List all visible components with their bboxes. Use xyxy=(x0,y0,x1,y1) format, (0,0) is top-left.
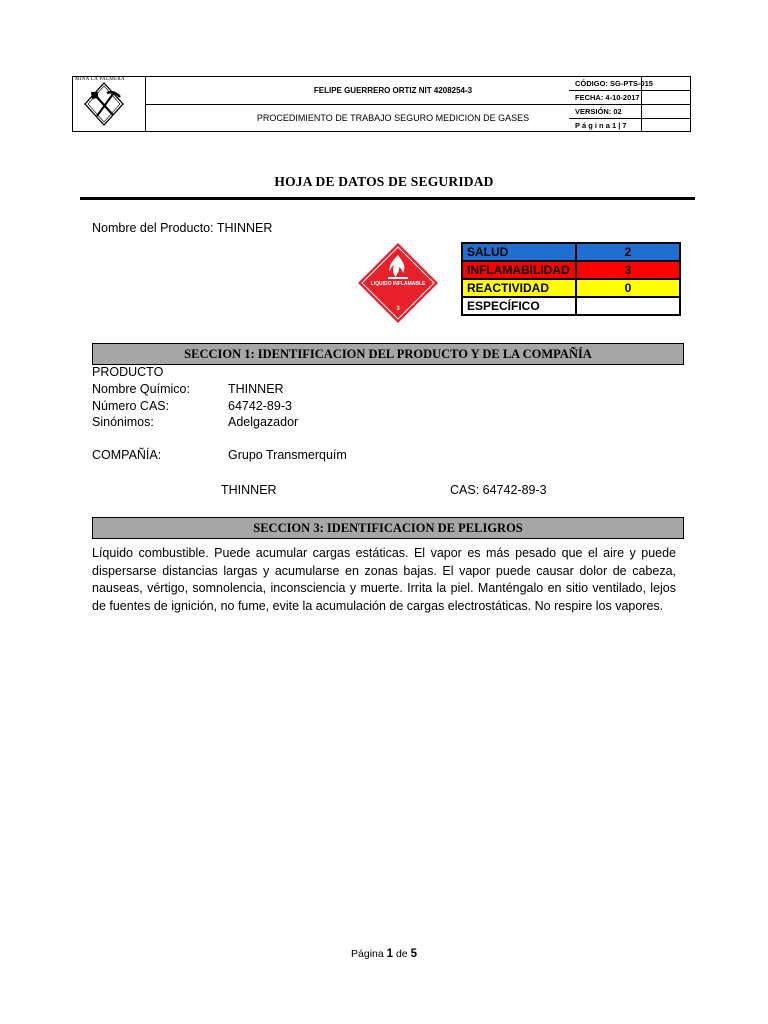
field-label-synonyms: Sinónimos: xyxy=(92,415,154,429)
hazard-value: 0 xyxy=(576,279,680,297)
hazard-row-salud xyxy=(462,243,680,261)
page-footer xyxy=(0,948,768,960)
company-logo xyxy=(73,77,146,131)
section-1-heading: PRODUCTO xyxy=(92,365,164,379)
footer-current-page: 1 xyxy=(386,948,394,960)
hazard-row-especifico xyxy=(462,297,680,315)
field-value-chemical-name: THINNER xyxy=(228,382,284,396)
hazard-label: ESPECÍFICO xyxy=(462,297,576,315)
hazard-value: 3 xyxy=(576,261,680,279)
field-value-cas: 64742-89-3 xyxy=(228,399,292,413)
flammable-liquid-placard xyxy=(356,241,440,325)
hazard-description: Líquido combustible. Puede acumular cargas estáticas. El vapor es más pesado que el aire y puede dispersarse distancias largas y acumularse en zonas bajas. El vapor puede causar dolor de cabeza, nauseas, vértigo, somnolencia, inconsciencia y muerte. Irrita la piel. Manténgalo en sitio ventilado, lejos de fuentes de ignición, no fume, evite la acumulación de cargas electrostáticas. No respire los vapores. xyxy=(92,546,676,613)
hazard-label: REACTIVIDAD xyxy=(462,279,576,297)
field-label-cas: Número CAS: xyxy=(92,399,170,413)
company-name: FELIPE GUERRERO ORTIZ NIT 4208254-3 xyxy=(145,77,641,105)
logo-caption: MINA LA PALMERA xyxy=(75,77,125,82)
summary-product: THINNER xyxy=(221,483,277,497)
placard-label: LIQUIDO INFLAMABLE xyxy=(370,281,426,287)
product-name: Nombre del Producto: THINNER xyxy=(92,221,273,235)
hazard-row-inflamabilidad xyxy=(462,261,680,279)
footer-middle: de xyxy=(395,948,408,960)
document-title: HOJA DE DATOS DE SEGURIDAD xyxy=(274,174,494,189)
title-divider xyxy=(80,197,695,200)
hazard-value xyxy=(576,297,680,315)
footer-total-pages: 5 xyxy=(410,948,417,960)
placard-class-number: 3 xyxy=(396,306,400,312)
mining-tools-icon xyxy=(73,77,145,131)
procedure-name: PROCEDIMIENTO DE TRABAJO SEGURO MEDICION DE GASES xyxy=(256,113,530,123)
field-value-company: Grupo Transmerquím xyxy=(228,448,347,462)
doc-date: FECHA: 4-10-2017 xyxy=(569,91,690,105)
section-1-header: SECCION 1: IDENTIFICACION DEL PRODUCTO Y DE LA COMPAÑÍA xyxy=(92,343,684,365)
document-header xyxy=(72,76,691,132)
doc-code: CÓDIGO: SG-PTS-015 xyxy=(569,77,690,91)
hazard-row-reactividad xyxy=(462,279,680,297)
footer-prefix: Página xyxy=(351,948,384,960)
hazard-label: INFLAMABILIDAD xyxy=(462,261,576,279)
doc-version: VERSIÓN: 02 xyxy=(569,105,690,119)
doc-page: P á g i n a 1 | 7 xyxy=(575,121,627,130)
hazard-label: SALUD xyxy=(462,243,576,261)
field-label-company: COMPAÑÍA: xyxy=(92,448,162,462)
hazard-rating-table xyxy=(461,242,681,316)
summary-cas: CAS: 64742-89-3 xyxy=(450,483,547,497)
field-value-synonyms: Adelgazador xyxy=(228,415,299,429)
field-label-chemical-name: Nombre Químico: xyxy=(92,382,190,396)
header-meta xyxy=(569,77,690,131)
section-3-header: SECCION 3: IDENTIFICACION DE PELIGROS xyxy=(92,517,684,539)
hazard-value: 2 xyxy=(576,243,680,261)
header-center xyxy=(145,77,642,131)
